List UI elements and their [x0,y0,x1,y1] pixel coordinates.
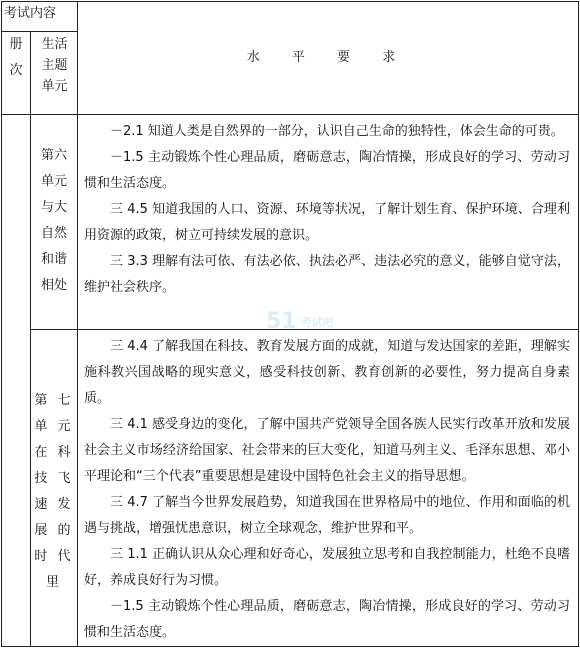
unit-line: 展 的 [34,523,74,538]
unit-line: 速 发 [34,497,74,512]
unit-line: 相处 [40,278,67,293]
ce-cell [2,115,31,647]
col-unit-header-line: 主题 [41,58,68,73]
requirement-item: 三 4.7 了解当今世界发展趋势，知道我国在世界格局中的地位、作用和面临的机遇与挑战，增强忧患意识，树立全球观念，维护世界和平。 [84,495,570,536]
unit-line: 里 [45,575,62,590]
watermark-logo [266,309,334,334]
requirement-item: 三 4.5 知道我国的人口、资源、环境等状况，了解计划生育、保护环境、合理利用资源的政策，树立可持续发展的意识。 [84,202,570,243]
unit-line: 单 元 [34,419,74,434]
col-unit-header [31,32,78,116]
col-unit-header-line: 生活 [41,37,68,52]
unit-6-cell [31,115,78,330]
corner-label [2,2,78,32]
requirement-item: －2.1 知道人类是自然界的一部分，认识自己生命的独特性，体会生命的可贵。 [110,124,564,139]
unit-line: 技 飞 [34,471,74,486]
unit-7-cell [31,330,78,647]
requirement-item: －1.5 主动锻炼个性心理品质，磨砺意志，陶冶情操，形成良好的学习、劳动习惯和生活态度。 [84,150,570,191]
col-ce-header-line: 次 [9,63,23,78]
header-corner-cell [2,2,78,115]
unit-line: 在 科 [34,445,74,460]
requirement-item: 三 4.4 了解我国在科技、教育发展方面的成就，知道与发达国家的差距，理解实施科教兴国战略的现实意义，感受科技创新、教育创新的必要性，努力提高自身素质。 [84,339,570,406]
unit-6-requirements [78,115,579,330]
header-row [2,2,579,115]
requirement-item: －1.5 主动锻炼个性心理品质，磨砺意志，陶冶情操，形成良好的学习、劳动习惯和生活态度。 [84,599,570,640]
unit-line: 自然 [40,226,67,241]
requirement-item: 三 3.3 理解有法可依、有法必依、执法必严、违法必究的意义，能够自觉守法，维护社会秩序。 [84,254,570,295]
table-row-unit-7 [2,330,579,647]
unit-line: 和谐 [40,252,67,267]
col-ce-header-line: 册 [9,37,23,52]
unit-line: 时 代 [34,549,74,564]
unit-7-requirements [78,330,579,647]
watermark-text: 考试吧 [300,316,334,329]
unit-line: 第 七 [34,393,74,408]
document-page [1,1,579,659]
corner-label-text: 考试内容 [4,6,57,21]
table-row-unit-6 [2,115,579,330]
unit-line: 单元 [40,174,67,189]
col-requirements-header: 水 平 要 求 [78,2,579,115]
unit-line: 与大 [40,200,67,215]
col-ce-header [2,32,31,114]
unit-line: 第六 [40,148,67,163]
requirement-item: 三 4.1 感受身边的变化，了解中国共产党领导全国各族人民实行改革开放和发展社会主义市场经济给国家、社会带来的巨大变化，知道马列主义、毛泽东思想、邓小平理论和“三个代表”重要思想是建设中国特色社会主义的指导思想。 [84,417,570,484]
col-unit-header-line: 单元 [41,79,68,94]
requirement-item: 三 1.1 正确认识从众心理和好奇心，发展独立思考和自我控制能力，杜绝不良嗜好，养成良好行为习惯。 [84,547,570,588]
watermark-logo-mark: 51 [266,309,297,334]
